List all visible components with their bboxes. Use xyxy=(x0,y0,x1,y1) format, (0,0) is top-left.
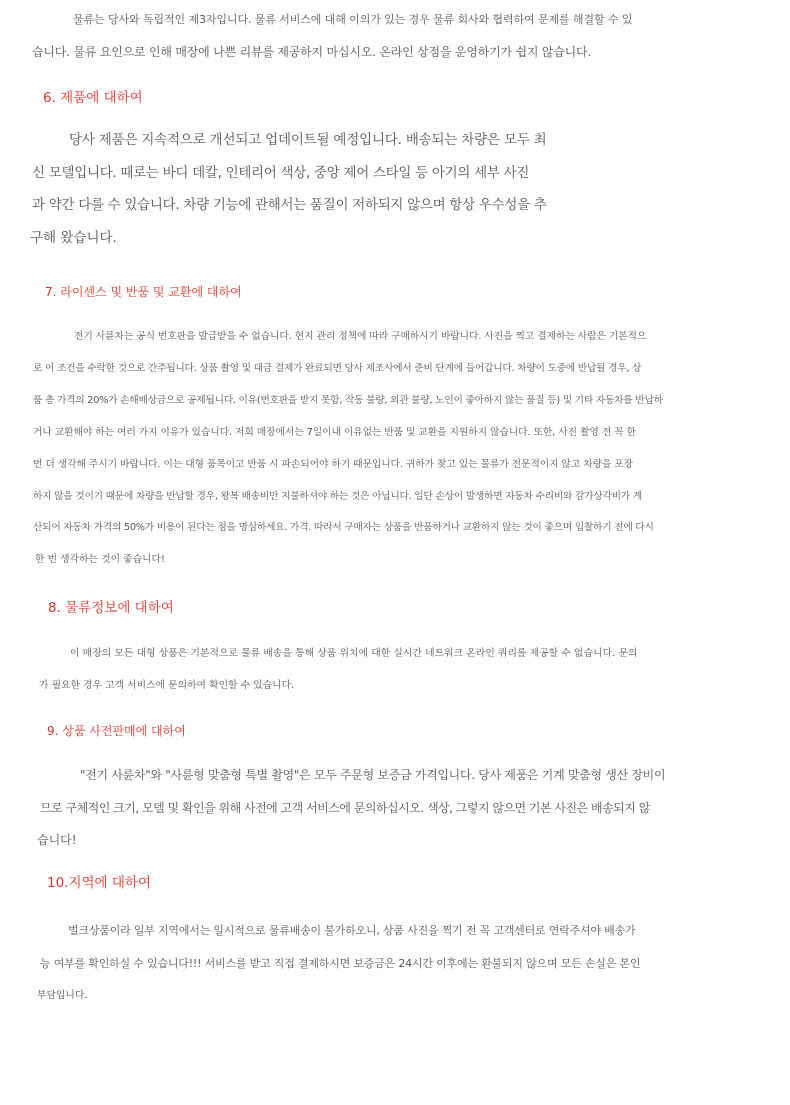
section-7-line-4: 거나 교환해야 하는 여러 가지 이유가 있습니다. 저희 매장에서는 7일이내 이유없는 반품 및 교환을 지원하지 않습니다. 또한, 사진 촬영 전 꼭 한 xyxy=(33,427,636,438)
section-6-line-2: 신 모델입니다. 때로는 바디 데칼, 인테리어 색상, 중앙 제어 스타일 등 아기의 세부 사진 xyxy=(32,165,530,181)
section-7-line-2: 로 이 조건을 수락한 것으로 간주됩니다. 상품 촬영 및 대금 결제가 완료되면 당사 제조사에서 준비 단계에 들어갑니다. 차량이 도중에 반납될 경우, 상 xyxy=(33,363,642,374)
section-10-heading: 10.지역에 대하여 xyxy=(47,875,152,891)
section-9-heading: 9. 상품 사전판매에 대하여 xyxy=(47,724,186,738)
section-6-heading: 6. 제품에 대하여 xyxy=(43,90,143,106)
section-9-line-2: 므로 구체적인 크기, 모델 및 확인을 위해 사전에 고객 서비스에 문의하십시오. 색상, 그렇지 않으면 기본 사진은 배송되지 않 xyxy=(40,801,650,815)
section-6-line-4: 구해 왔습니다. xyxy=(30,230,117,246)
section-6-line-3: 과 약간 다를 수 있습니다. 차량 기능에 관해서는 품질이 저하되지 않으며 항상 우수성을 추 xyxy=(32,197,547,213)
intro-line-2: 습니다. 물류 요인으로 인해 매장에 나쁜 리뷰를 제공하지 마십시오. 온라인 상점을 운영하기가 쉽지 않습니다. xyxy=(32,45,592,59)
section-7-line-5: 번 더 생각해 주시기 바랍니다. 이는 대형 품목이고 반품 시 파손되어야 하기 때문입니다. 귀하가 찾고 있는 물류가 전문적이지 않고 차량을 포장 xyxy=(33,459,634,470)
section-7-line-7: 산되어 자동차 가격의 50%가 비용이 된다는 점을 명심하세요. 가격. 따라서 구매자는 상품을 반품하거나 교환하지 않는 것이 좋으며 입찰하기 전에 다시 xyxy=(33,522,654,533)
section-8-line-2: 가 필요한 경우 고객 서비스에 문의하여 확인할 수 있습니다. xyxy=(39,680,295,691)
section-7-line-8: 한 번 생각하는 것이 좋습니다! xyxy=(35,554,165,565)
section-10-line-2: 능 여부를 확인하실 수 있습니다!!! 서비스를 받고 직접 결제하시면 보증금은 24시간 이후에는 환불되지 않으며 모든 손실은 본인 xyxy=(40,957,641,970)
section-7-line-1: 전기 사륜차는 공식 번호판을 발급받을 수 없습니다. 현지 관리 정책에 따라 구매하시기 바랍니다. 사진을 찍고 결제하는 사람은 기본적으 xyxy=(74,331,647,342)
section-9-line-1: "전기 사륜차"와 "사륜형 맞춤형 특별 촬영"은 모두 주문형 보증금 가격입니다. 당사 제품은 기계 맞춤형 생산 장비이 xyxy=(80,768,666,782)
section-6-line-1: 당사 제품은 지속적으로 개선되고 업데이트될 예정입니다. 배송되는 차량은 모두 최 xyxy=(69,132,547,148)
section-7-line-6: 하지 않을 것이기 때문에 차량을 반납할 경우, 왕복 배송비만 지불하셔야 하는 것은 아닙니다. 일단 손상이 발생하면 자동차 수리비와 감가상각비가 계 xyxy=(33,491,642,502)
section-7-line-3: 품 총 가격의 20%가 손해배상금으로 공제됩니다. 이유(번호판을 받지 못함, 작동 불량, 외관 불량, 노인이 좋아하지 않는 품질 등) 및 기타 자동차를 반납하 xyxy=(33,395,663,406)
section-9-line-3: 습니다! xyxy=(37,833,77,847)
section-8-line-1: 이 매장의 모든 대형 상품은 기본적으로 물류 배송을 통해 상품 위치에 대한 실시간 네트워크 온라인 쿼리를 제공할 수 없습니다. 문의 xyxy=(70,648,638,659)
section-10-line-3: 부담입니다. xyxy=(37,990,88,1001)
intro-line-1: 물류는 당사와 독립적인 제3자입니다. 물류 서비스에 대해 이의가 있는 경우 물류 회사와 협력하여 문제를 해결할 수 있 xyxy=(73,13,633,26)
section-7-heading: 7. 라이센스 및 반품 및 교환에 대하여 xyxy=(45,285,242,299)
section-10-line-1: 벌크상품이라 일부 지역에서는 일시적으로 물류배송이 불가하오니, 상품 사진을 찍기 전 꼭 고객센터로 연락주셔야 배송가 xyxy=(68,924,636,937)
section-8-heading: 8. 물류정보에 대하여 xyxy=(48,600,174,616)
